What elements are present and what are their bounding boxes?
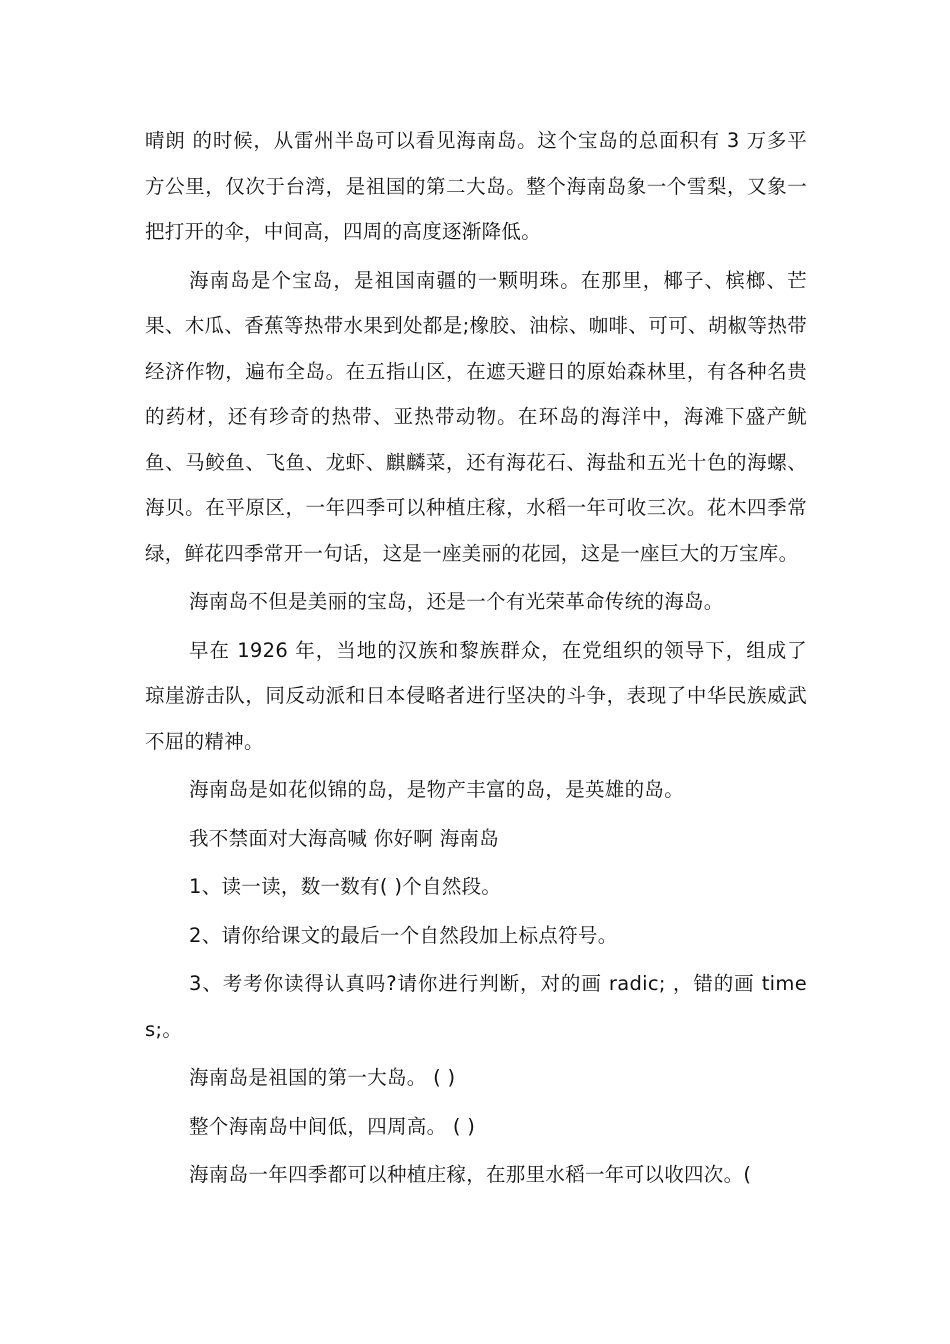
paragraph-summary: 海南岛是如花似锦的岛，是物产丰富的岛，是英雄的岛。 <box>189 778 685 801</box>
paragraph-1926-history: 早在 1926 年，当地的汉族和黎族群众，在党组织的领导下，组成了琼崖游击队，同反动派和日本侵略者进行坚决的斗争，表现了中华民族威武不屈的精神。 <box>145 638 807 753</box>
paragraph-revolutionary-tradition: 海南岛不但是美丽的宝岛，还是一个有光荣革命传统的海岛。 <box>189 590 724 613</box>
paragraph-hainan-treasure: 海南岛是个宝岛，是祖国南疆的一颗明珠。在那里，椰子、槟榔、芒果、木瓜、香蕉等热带水果到处都是;橡胶、油棕、咖啡、可可、胡椒等热带经济作物，遍布全岛。在五指山区，在遮天避日的原始森林里，有各种名贵的药材，还有珍奇的热带、亚热带动物。在环岛的海洋中，海滩下盛产鱿鱼、马鲛鱼、飞鱼、龙虾、麒麟菜，还有海花石、海盐和五光十色的海螺、海贝。在平原区，一年四季可以种植庄稼，水稻一年可收三次。花木四季常绿，鲜花四季常开一句话，这是一座美丽的花园，这是一座巨大的万宝库。 <box>145 268 807 565</box>
judgment-item-2: 整个海南岛中间低，四周高。 ( ) <box>189 1114 476 1138</box>
document-body <box>145 118 807 1198</box>
question-3: 3、考考你读得认真吗?请你进行判断，对的画 radic; ，错的画 times;。 <box>145 972 807 1041</box>
question-1: 1、读一读，数一数有( )个自然段。 <box>189 875 502 898</box>
judgment-item-3: 海南岛一年四季都可以种植庄稼，在那里水稻一年可以收四次。( <box>189 1163 752 1186</box>
paragraph-exclamation: 我不禁面对大海高喊 你好啊 海南岛 <box>189 826 499 850</box>
judgment-item-1: 海南岛是祖国的第一大岛。 ( ) <box>189 1066 456 1089</box>
paragraph-hainan-overview: 晴朗 的时候，从雷州半岛可以看见海南岛。这个宝岛的总面积有 3 万多平方公里，仅次于台湾，是祖国的第二大岛。整个海南岛象一个雪梨，又象一把打开的伞，中间高，四周的高度逐渐降低。 <box>145 129 807 243</box>
question-2: 2、请你给课文的最后一个自然段加上标点符号。 <box>189 923 618 947</box>
